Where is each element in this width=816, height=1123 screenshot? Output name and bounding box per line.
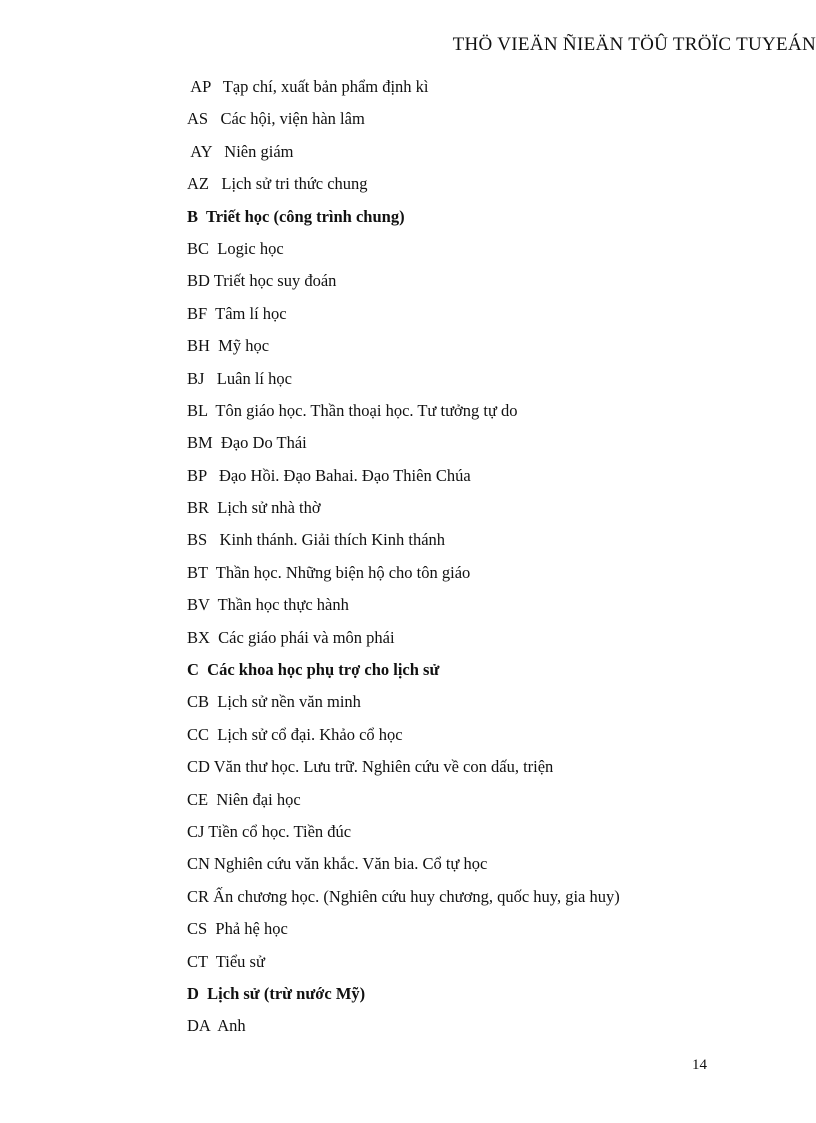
class-entry: CD Văn thư học. Lưu trữ. Nghiên cứu về con dấu, triện (187, 757, 554, 777)
class-entry: BJ Luân lí học (187, 368, 292, 388)
class-entry: BF Tâm lí học (187, 303, 287, 323)
class-entry: BX Các giáo phái và môn phái (187, 627, 395, 647)
class-heading: B Triết học (công trình chung) (187, 206, 405, 226)
class-entry: BP Đạo Hồi. Đạo Bahai. Đạo Thiên Chúa (187, 465, 471, 485)
class-entry: CN Nghiên cứu văn khắc. Văn bia. Cổ tự học (187, 854, 488, 874)
class-entry: BD Triết học suy đoán (187, 271, 337, 291)
class-entry: AS Các hội, viện hàn lâm (187, 109, 365, 129)
class-heading: D Lịch sử (trừ nước Mỹ) (187, 983, 366, 1003)
class-entry: BL Tôn giáo học. Thần thoại học. Tư tưởng tự do (187, 400, 518, 420)
running-header: THÖ VIEÄN ÑIEÄN TÖÛ TRÖÏC TUYEÁN (452, 34, 816, 55)
class-entry: CE Niên đại học (187, 789, 301, 809)
class-entry: CJ Tiền cổ học. Tiền đúc (187, 821, 352, 841)
page-number: 14 (692, 1057, 707, 1073)
class-entry: BM Đạo Do Thái (187, 433, 307, 453)
class-entry: AY Niên giám (187, 141, 294, 161)
class-entry: CR Ấn chương học. (Nghiên cứu huy chương, quốc huy, gia huy) (187, 886, 620, 906)
class-entry: CS Phả hệ học (187, 919, 288, 939)
class-entry: CT Tiểu sử (187, 951, 265, 971)
class-entry: BR Lịch sử nhà thờ (187, 498, 321, 518)
class-entry: DA Anh (187, 1016, 246, 1036)
class-heading: C Các khoa học phụ trợ cho lịch sử (187, 660, 440, 680)
class-entry: CC Lịch sử cổ đại. Khảo cổ học (187, 724, 403, 744)
class-entry: AP Tạp chí, xuất bản phẩm định kì (187, 77, 429, 96)
class-entry: CB Lịch sử nền văn minh (187, 692, 361, 712)
class-entry: BC Logic học (187, 238, 284, 258)
class-entry: BS Kinh thánh. Giải thích Kinh thánh (187, 530, 446, 550)
class-entry: BH Mỹ học (187, 336, 270, 356)
class-entry: BV Thần học thực hành (187, 595, 349, 615)
classification-list (187, 75, 620, 1047)
class-entry: BT Thần học. Những biện hộ cho tôn giáo (187, 562, 471, 582)
class-entry: AZ Lịch sử tri thức chung (187, 174, 368, 194)
